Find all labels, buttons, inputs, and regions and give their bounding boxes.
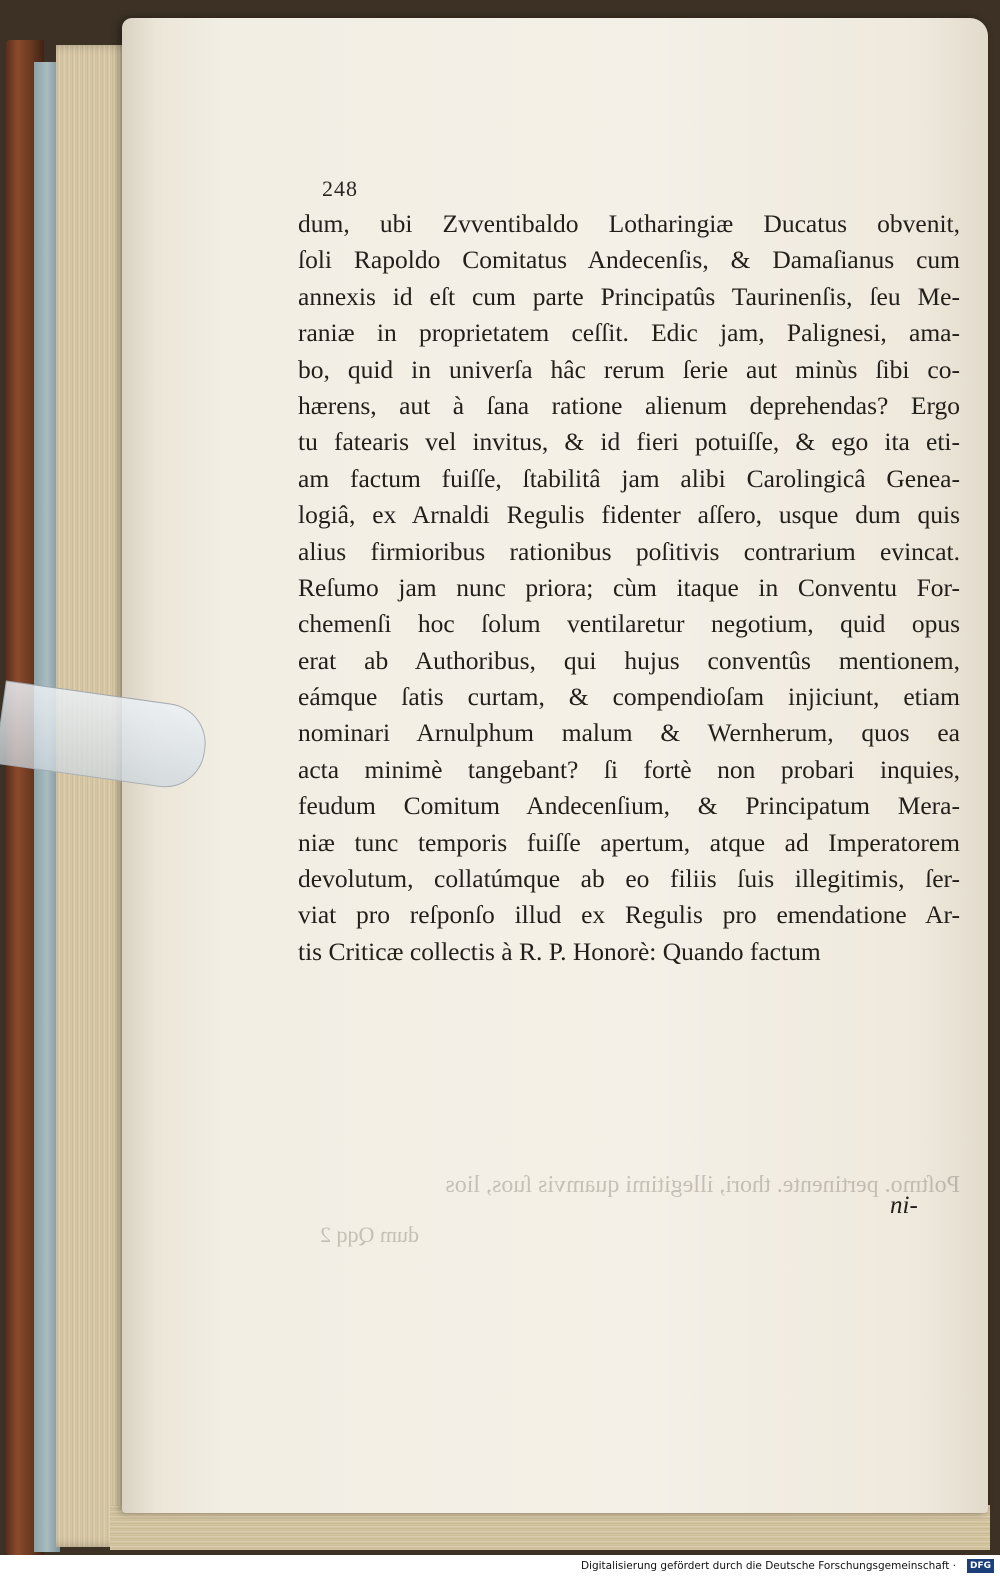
text-line: ſoli Rapoldo Comitatus Andecenſis, & Damaſianus cum [298,245,960,275]
text-line: dum, ubi Zvventibaldo Lotharingiæ Ducatus obvenit, [298,209,960,238]
text-line: feudum Comitum Andecenſium, & Principatum Mera- [298,791,960,821]
footer-credit: Digitalisierung gefördert durch die Deutsche Forschungsgemeinschaft · [580,1560,956,1572]
text-line: acta minimè tangebant? ſi fortè non probari inquies, [298,754,960,784]
text-line: eámque ſatis curtam, & compendioſam injiciunt, etiam [298,682,960,712]
text-line: devolutum, collatúmque ab eo filiis ſuis illegitimis, ſer- [298,864,960,894]
text-line: chemenſi hoc ſolum ventilaretur negotium, quid opus [298,609,960,639]
text-line: Reſumo jam nunc priora; cùm itaque in Conventu For- [298,572,960,602]
text-line: bo, quid in univerſa hâc rerum ſerie aut minùs ſibi co- [298,354,960,384]
text-line: annexis id eſt cum parte Principatûs Taurinenſis, ſeu Me- [298,281,960,311]
text-line: tis Criticæ collectis à R. P. Honorè: Quando factum [298,936,821,966]
text-line: am factum fuiſſe, ſtabilitâ jam alibi Carolingicâ Genea- [298,463,960,493]
bleed-through-text: Poſtmo. pertinente. thori, illegitimi quamvis ſuos, lios [445,1172,960,1198]
text-line: tu fatearis vel invitus, & id fieri potuiſſe, & ego ita eti- [298,427,960,457]
text-line: alius firmioribus rationibus poſitivis contrarium evincat. [298,536,960,566]
text-line: viat pro reſponſo illud ex Regulis pro emendatione Ar- [298,900,960,930]
text-line: erat ab Authoribus, qui hujus conventûs mentionem, [298,645,960,675]
text-line: hærens, aut à ſana ratione alienum deprehendas? Ergo [298,390,960,420]
text-line: logiâ, ex Arnaldi Regulis fidenter aſſero, usque dum quis [298,500,960,530]
text-line: raniæ in proprietatem ceſſit. Edic jam, Palignesi, ama- [298,318,960,348]
dfg-logo: DFG [967,1559,994,1573]
text-line: niæ tunc temporis fuiſſe apertum, atque ad Imperatorem [298,827,960,857]
catchword: ni- [890,1192,918,1219]
page-text [298,206,960,970]
bleed-through-signature: dum Qqq 2 [320,1222,419,1247]
text-line: nominari Arnulphum malum & Wernherum, quos ea [298,718,960,748]
page-number: 248 [322,176,358,201]
